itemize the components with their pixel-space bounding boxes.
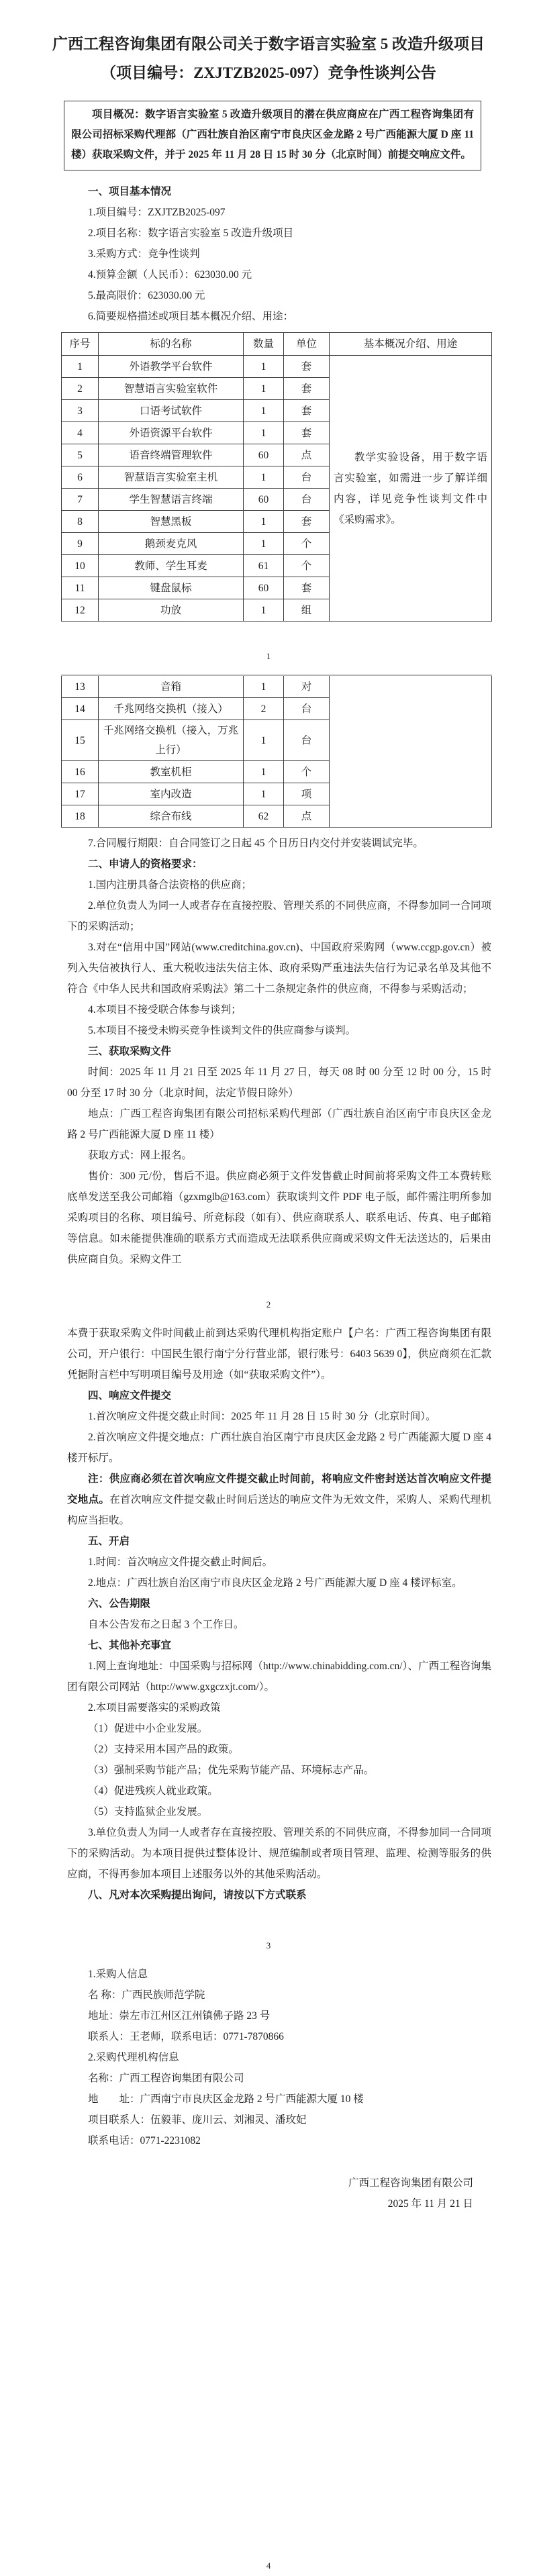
contact-phone: 联系电话：0771-2231082 — [88, 2135, 201, 2146]
doc-price-part1: 售价：300 元/份，售后不退。供应商必须于文件发售截止时间前将采购文件工本费转账底单发送至我公司邮箱（gzxmglb@163.com）获取谈判文件 PDF 电子版，邮件需注明所参加采购项目的名称、项目编号、所竞标段（如有）、供应商联系人、联系电话、传真、电子邮箱等信息。如未能提供准确的联系方式而造成无法联系供应商或采购文件无法送达的，后果由供应商自负。采购文件工 — [67, 1171, 491, 1265]
table-merged-empty-cell — [330, 675, 492, 828]
table-row: 9 鹅颈麦克风 1 个 — [62, 533, 492, 555]
response-note — [67, 1469, 491, 1531]
online-query-address: 1.网上查询地址：中国采购与招标网（http://www.chinabidding.com.cn/）、广西工程咨询集团有限公司网站（http://www.gxgczxjt.com/）。 — [67, 1661, 491, 1693]
section2-heading: 二、申请人的资格要求： — [88, 858, 203, 870]
title-line2: （项目编号：ZXJTZB2025-097）竞争性谈判公告 — [101, 64, 436, 81]
section7-heading: 七、其他补充事宜 — [88, 1640, 172, 1651]
table-merged-note-cell — [330, 356, 492, 622]
doc-price-part2: 本费于获取采购文件时间截止前到达采购代理机构指定账户【户名：广西工程咨询集团有限公司，开户银行：中国民生银行南宁分行营业部，银行账号：6403 5639 0】，供应商须在汇款凭据附言栏中写明项目编号及用途（如“获取采购文件”）。 — [67, 1328, 491, 1381]
section4-heading: 四、响应文件提交 — [88, 1390, 172, 1401]
signature-block — [0, 2173, 473, 2214]
table-row: 16 教室机柜 1 个 — [62, 761, 492, 783]
table-row: 18 综合布线 62 点 — [62, 805, 492, 828]
opening-time: 1.时间：首次响应文件提交截止时间后。 — [88, 1556, 273, 1568]
table-row: 11 键盘鼠标 60 套 — [62, 577, 492, 599]
page-number-2: 2 — [266, 1299, 271, 1309]
purchaser-contact: 联系人：王老师，联系电话：0771-7870866 — [88, 2031, 284, 2042]
response-note-bold: 注：供应商必须在首次响应文件提交截止时间前，将响应文件密封送达首次响应文件提交地点。 — [67, 1473, 491, 1505]
qualification-item-5: 5.本项目不接受未购买竞争性谈判文件的供应商参与谈判。 — [88, 1025, 356, 1036]
signature-company: 广西工程咨询集团有限公司 — [348, 2177, 473, 2189]
other-item-3: 3.单位负责人为同一人或者存在直接控股、管理关系的不同供应商，不得参加同一合同项下的采购活动。为本项目提供过整体设计、规范编制或者项目管理、监理、检测等服务的供应商，不得再参加本项目上述服务以外的其他采购活动。 — [67, 1827, 491, 1880]
table-row: 12 功放 1 组 — [62, 599, 492, 622]
table-row: 8 智慧黑板 1 套 — [62, 511, 492, 533]
items-table-page2 — [61, 675, 492, 828]
section8-heading: 八、凡对本次采购提出询问，请按以下方式联系 — [88, 1889, 307, 1901]
purchaser-address: 地址：崇左市江州区江州镇佛子路 23 号 — [88, 2010, 271, 2022]
purchaser-name: 名 称：广西民族师范学院 — [88, 1989, 205, 2001]
procurement-announcement-document — [0, 30, 537, 2576]
table-row: 17 室内改造 1 项 — [62, 783, 492, 805]
response-deadline: 1.首次响应文件提交截止时间：2025 年 11 月 28 日 15 时 30 分（北京时间）。 — [88, 1411, 436, 1422]
project-name: 2.项目名称：数字语言实验室 5 改造升级项目 — [88, 228, 294, 239]
budget-amount: 4.预算金额（人民币）：623030.00 元 — [88, 269, 252, 281]
agency-name: 名称：广西工程咨询集团有限公司 — [88, 2073, 244, 2084]
page4-blank-space — [0, 2214, 537, 2555]
max-price: 5.最高限价：623030.00 元 — [88, 290, 205, 301]
policy-sub-1: （1）促进中小企业发展。 — [88, 1723, 208, 1734]
signature-date: 2025 年 11 月 21 日 — [387, 2198, 473, 2210]
doc-obtain-place: 地点：广西工程咨询集团有限公司招标采购代理部（广西壮族自治区南宁市良庆区金龙路 2 号广西能源大厦 D 座 11 楼） — [67, 1108, 491, 1140]
page-number-3: 3 — [266, 1940, 271, 1950]
section1-heading: 一、项目基本情况 — [88, 186, 172, 197]
page-number-4: 4 — [266, 2561, 271, 2571]
items-table-page1 — [61, 332, 492, 622]
table-row: 5 语音终端管理软件 60 点 — [62, 444, 492, 466]
policy-sub-4: （4）促进残疾人就业政策。 — [88, 1785, 218, 1797]
qualification-item-1: 1.国内注册具备合法资格的供应商； — [88, 879, 252, 891]
table-header-row: 序号 标的名称 数量 单位 基本概况介绍、用途 — [62, 333, 492, 356]
policy-label: 2.本项目需要落实的采购政策 — [88, 1702, 221, 1714]
qualification-item-3: 3.对在“信用中国”网站(www.creditchina.gov.cn)、中国政府采购网（www.ccgp.gov.cn）被列入失信被执行人、重大税收违法失信主体、政府采购严重违法失信行为记录名单及其他不符合《中华人民共和国政府采购法》第二十二条规定条件的供应商，不得参与采购活动； — [67, 942, 491, 995]
table-row: 10 教师、学生耳麦 61 个 — [62, 555, 492, 577]
section6-heading: 六、公告期限 — [88, 1598, 151, 1609]
table-row: 4 外语资源平台软件 1 套 — [62, 422, 492, 444]
doc-obtain-method: 获取方式：网上报名。 — [88, 1150, 193, 1161]
spec-intro-label: 6.简要规格描述或项目基本概况介绍、用途： — [88, 311, 294, 322]
purchaser-info-label: 1.采购人信息 — [88, 1969, 148, 1980]
response-note-rest: 在首次响应文件提交截止时间后送达的响应文件为无效文件，采购人、采购代理机构应当拒收。 — [67, 1494, 491, 1526]
table-note: 教学实验设备，用于数字语言实验室，如需进一步了解详细内容，详见竞争性谈判文件中《采购需求》。 — [334, 451, 487, 526]
opening-place: 2.地点：广西壮族自治区南宁市良庆区金龙路 2 号广西能源大厦 D 座 4 楼评标室。 — [88, 1577, 462, 1589]
qualification-item-4: 4.本项目不接受联合体参与谈判； — [88, 1004, 242, 1015]
doc-obtain-time: 时间：2025 年 11 月 21 日至 2025 年 11 月 27 日，每天 08 时 00 分至 12 时 00 分，15 时 00 分至 17 时 30 分（北京时间，法定节假日除外） — [67, 1067, 491, 1099]
response-place: 2.首次响应文件提交地点：广西壮族自治区南宁市良庆区金龙路 2 号广西能源大厦 D 座 4 楼开标厅。 — [67, 1432, 491, 1464]
section3-heading: 三、获取采购文件 — [88, 1046, 172, 1057]
table-row: 6 智慧语言实验室主机 1 台 — [62, 466, 492, 489]
overview-text: 项目概况：数字语言实验室 5 改造升级项目的潜在供应商应在广西工程咨询集团有限公司招标采购代理部（广西壮族自治区南宁市良庆区金龙路 2 号广西能源大厦 D 座 11 楼）获取采购文件，并于 2025 年 11 月 28 日 15 时 30 分（北京时间）前提交响应文件。 — [71, 109, 474, 160]
title-line1: 广西工程咨询集团有限公司关于数字语言实验室 5 改造升级项目 — [52, 36, 485, 52]
table-row: 14 千兆网络交换机（接入） 2 台 — [62, 698, 492, 720]
qualification-item-2: 2.单位负责人为同一人或者存在直接控股、管理关系的不同供应商，不得参加同一合同项下的采购活动； — [67, 900, 491, 932]
project-number: 1.项目编号：ZXJTZB2025-097 — [88, 207, 226, 218]
table-row: 3 口语考试软件 1 套 — [62, 400, 492, 422]
policy-sub-5: （5）支持监狱企业发展。 — [88, 1806, 208, 1818]
table-row: 13 音箱 1 对 — [62, 675, 492, 698]
section5-heading: 五、开启 — [88, 1536, 130, 1547]
table-row: 1 外语教学平台软件 1 套 教学实验设备，用于数字语言实验室，如需进一步了解详细内容，详见竞争性谈判文件中《采购需求》。 — [62, 356, 492, 378]
agency-info-label: 2.采购代理机构信息 — [88, 2052, 179, 2063]
policy-sub-2: （2）支持采用本国产品的政策。 — [88, 1744, 239, 1755]
page-title — [13, 30, 524, 87]
agency-address: 地 址：广西南宁市良庆区金龙路 2 号广西能源大厦 10 楼 — [88, 2093, 364, 2105]
table-row: 7 学生智慧语言终端 60 台 — [62, 489, 492, 511]
table-row: 2 智慧语言实验室软件 1 套 — [62, 378, 492, 400]
project-contacts: 项目联系人：伍毅菲、庞川云、刘湘灵、潘玫妃 — [88, 2114, 307, 2126]
table-row: 15 千兆网络交换机（接入，万兆上行） 1 台 — [62, 720, 492, 761]
contract-period: 7.合同履行期限：自合同签订之日起 45 个日历日内交付并安装调试完毕。 — [88, 838, 424, 849]
page-number-1: 1 — [266, 651, 271, 661]
policy-sub-3: （3）强制采购节能产品；优先采购节能产品、环境标志产品。 — [88, 1765, 375, 1776]
overview-box — [64, 101, 481, 170]
procurement-method: 3.采购方式：竞争性谈判 — [88, 248, 200, 260]
announcement-period: 自本公告发布之日起 3 个工作日。 — [88, 1619, 244, 1630]
